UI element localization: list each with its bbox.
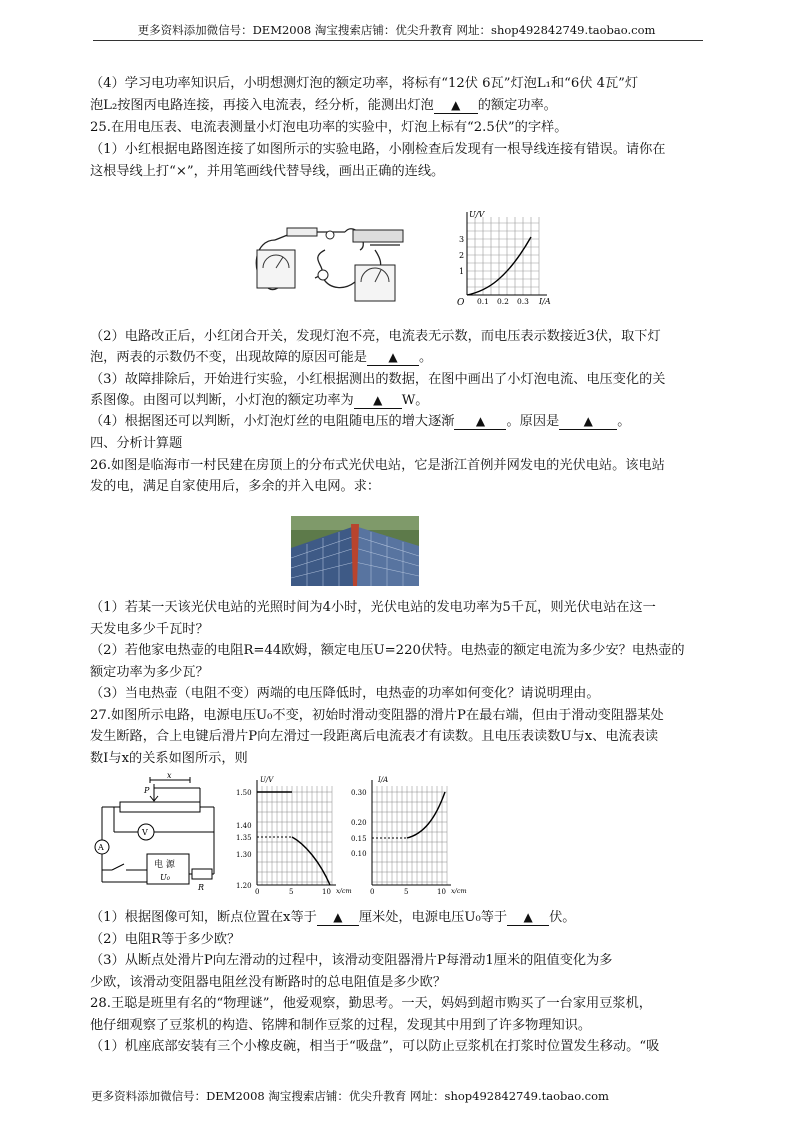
answer-blank[interactable]: ▲ xyxy=(317,909,359,926)
q27-3-line1: （3）从断点处滑片P向左滑动的过程中，该滑动变阻器滑片P每滑动1厘米的阻值变化为多 xyxy=(90,953,613,968)
axis-label-y: U/V xyxy=(469,210,485,219)
q25-4-line: （4）根据图还可以判断，小灯泡灯丝的电阻随电压的增大逐渐 ▲ 。原因是 ▲ 。 xyxy=(90,414,631,429)
q26-1-line2: 天发电多少千瓦时？ xyxy=(90,622,209,637)
ammeter-label: A xyxy=(98,843,104,852)
header-divider xyxy=(93,40,703,41)
q27-stem-line3: 数I与x的关系如图所示，则 xyxy=(90,751,248,766)
y-tick: 0.10 xyxy=(351,850,367,858)
q25-3-line1: （3）故障排除后，开始进行实验，小红根据测出的数据，在图中画出了小灯泡电流、电压变化的关 xyxy=(90,372,666,387)
x-tick: 0 xyxy=(255,888,260,896)
q26-2-line1: （2）若他家电热壶的电阻R=44欧姆，额定电压U=220伏特。电热壶的额定电流为多少安？电热壶的 xyxy=(90,643,685,658)
x-tick: 0.2 xyxy=(497,297,509,306)
y-tick: 0.15 xyxy=(351,835,367,843)
y-tick: 1.40 xyxy=(236,822,252,830)
q24-4-line2: 泡L₂按图丙电路连接，再接入电流表，经分析，能测出灯泡 ▲ 的额定功率。 xyxy=(90,98,557,113)
answer-blank[interactable]: ▲ xyxy=(454,413,506,430)
solar-roof-photo xyxy=(291,516,419,586)
axis-label-y: I/A xyxy=(378,776,389,784)
u0-label: U₀ xyxy=(160,873,170,882)
q26-3-line: （3）当电热壶（电阻不变）两端的电压降低时，电热壶的功率如何变化？请说明理由。 xyxy=(90,686,600,701)
q27-u-x-graph xyxy=(230,772,352,897)
y-tick: 0.30 xyxy=(351,789,367,797)
q26-1-line1: （1）若某一天该光伏电站的光照时间为4小时，光伏电站的发电功率为5千瓦，则光伏电站在这一 xyxy=(90,600,656,615)
q27-3-line2: 少欧，该滑动变阻器电阻丝没有断路时的总电阻值是多少欧？ xyxy=(90,975,447,990)
slider-label: P xyxy=(144,786,150,795)
y-tick: 1.20 xyxy=(236,882,252,890)
voltmeter-label: V xyxy=(142,828,148,837)
origin-label: O xyxy=(457,298,465,308)
q28-1-line1: （1）机座底部安装有三个小橡皮碗，相当于“吸盘”，可以防止豆浆机在打浆时位置发生移动。“吸 xyxy=(90,1039,660,1054)
q26-stem-line2: 发的电，满足自家使用后，多余的并入电网。求： xyxy=(90,479,381,494)
y-tick: 1.35 xyxy=(236,834,252,842)
q27-stem-line2: 发生断路，合上电键后滑片P向左滑过一段距离后电流表才有读数。且电压表读数U与x、电流表读 xyxy=(90,729,659,744)
q25-1-line2: 这根导线上打“×”，并用笔画线代替导线，画出正确的连线。 xyxy=(90,164,445,179)
axis-label-x: I/A xyxy=(539,297,551,306)
y-tick: 3 xyxy=(459,235,465,244)
q24-4-line1: （4）学习电功率知识后，小明想测灯泡的额定功率，将标有“12伏 6瓦”灯泡L₁和“6伏 4瓦”灯 xyxy=(90,76,639,91)
resistor-label: R xyxy=(198,883,205,892)
q26-stem-line1: 26.如图是临海市一村民建在房顶上的分布式光伏电站，它是浙江首例并网发电的光伏电站。该电站 xyxy=(90,458,665,473)
q25-3-line2: 系图像。由图可以判断，小灯泡的额定功率为 ▲ W。 xyxy=(90,393,429,408)
axis-label-x: x/cm xyxy=(451,887,467,895)
q25-stem: 25.在用电压表、电流表测量小灯泡电功率的实验中，灯泡上标有“2.5伏”的字样。 xyxy=(90,120,568,135)
q27-1-line: （1）根据图像可知，断点位置在x等于 ▲ 厘米处，电源电压U₀等于 ▲ 伏。 xyxy=(90,910,576,925)
x-tick: 10 xyxy=(437,888,446,896)
source-label: 电 源 xyxy=(154,860,175,870)
q27-circuit-diagram xyxy=(92,771,222,896)
q25-1-line1: （1）小红根据电路图连接了如图所示的实验电路，小刚检查后发现有一根导线连接有错误。请你在 xyxy=(90,142,666,157)
y-tick: 1 xyxy=(459,267,465,276)
x-tick: 10 xyxy=(322,888,331,896)
q27-stem-line1: 27.如图所示电路，电源电压U₀不变，初始时滑动变阻器的滑片P在最右端，但由于滑动变阻器某处 xyxy=(90,708,664,723)
answer-blank[interactable]: ▲ xyxy=(354,392,402,409)
q28-stem-line2: 他仔细观察了豆浆机的构造、铭牌和制作豆浆的过程，发现其中用到了许多物理知识。 xyxy=(90,1018,592,1033)
q25-2-line2: 泡，两表的示数仍不变，出现故障的原因可能是 ▲ 。 xyxy=(90,350,433,365)
axis-label-x: x/cm xyxy=(336,887,352,895)
x-tick: 5 xyxy=(404,888,409,896)
y-tick: 1.50 xyxy=(236,789,252,797)
x-tick: 0.3 xyxy=(517,297,529,306)
x-label: x xyxy=(167,771,172,780)
x-tick: 0 xyxy=(370,888,375,896)
section-heading: 四、分析计算题 xyxy=(90,436,183,451)
q27-i-x-graph xyxy=(345,772,467,897)
page-footer: 更多资料添加微信号：DEM2008 淘宝搜索店铺：优尖升教育 网址：shop492842749.taobao.com xyxy=(91,1089,609,1103)
q27-2-line: （2）电阻R等于多少欧？ xyxy=(90,932,241,947)
q28-stem-line1: 28.王聪是班里有名的“物理谜”，他爱观察，勤思考。一天，妈妈到超市购买了一台家用豆浆机， xyxy=(90,996,652,1011)
y-tick: 2 xyxy=(459,251,465,260)
page-header: 更多资料添加微信号：DEM2008 淘宝搜索店铺：优尖升教育 网址：shop492842749.taobao.com xyxy=(137,23,656,37)
answer-blank[interactable]: ▲ xyxy=(367,349,419,366)
q25-ui-graph xyxy=(455,207,560,307)
answer-blank[interactable]: ▲ xyxy=(507,909,549,926)
q25-2-line1: （2）电路改正后，小红闭合开关，发现灯泡不亮，电流表无示数，而电压表示数接近3伏，取下灯 xyxy=(90,329,661,344)
y-tick: 0.20 xyxy=(351,819,367,827)
x-tick: 5 xyxy=(289,888,294,896)
y-tick: 1.30 xyxy=(236,851,252,859)
axis-label-y: U/V xyxy=(260,776,274,784)
x-tick: 0.1 xyxy=(477,297,489,306)
answer-blank[interactable]: ▲ xyxy=(434,97,478,114)
q25-circuit-figure xyxy=(245,210,405,308)
answer-blank[interactable]: ▲ xyxy=(559,413,617,430)
q26-2-line2: 额定功率为多少瓦？ xyxy=(90,665,209,680)
